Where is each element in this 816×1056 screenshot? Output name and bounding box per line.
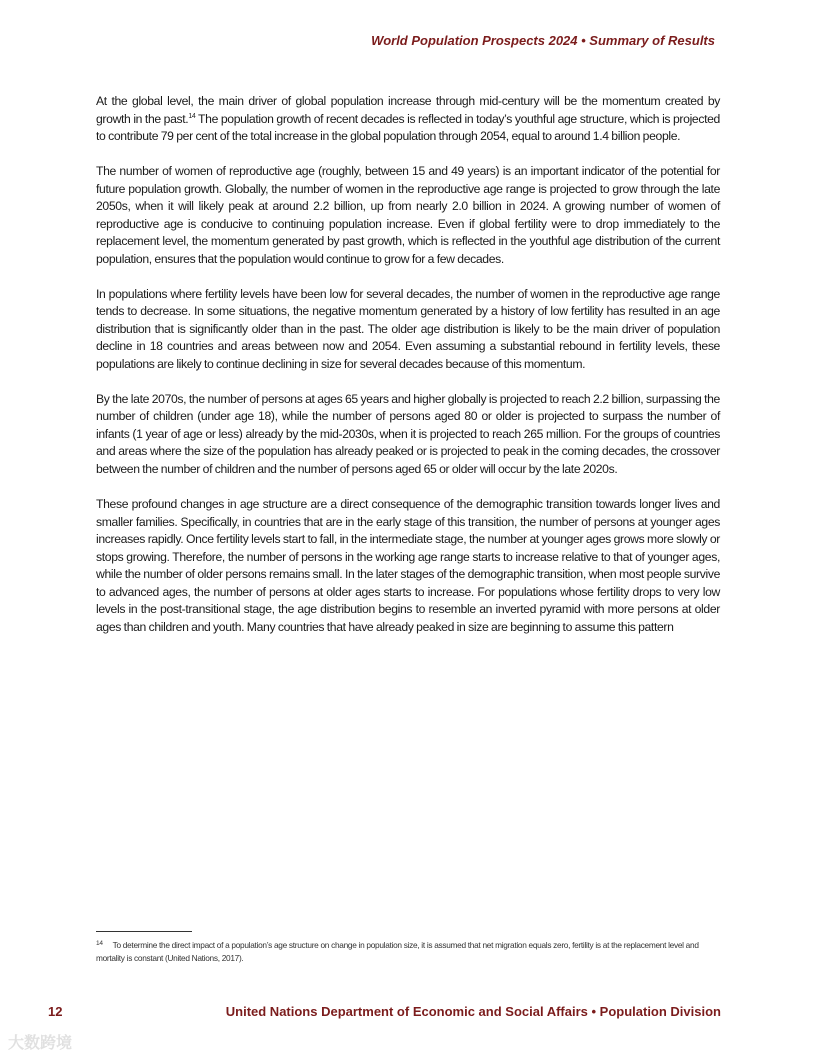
paragraph: By the late 2070s, the number of persons at ages 65 years and higher globally is projected to reach 2.2 billion, surpassing the number of children (under age 18), while the number of persons aged 80 or older is projected to surpass the number of infants (1 year of age or less) already by the mid-2030s, when it is projected to reach 265 million. For the groups of countries and areas where the size of the population has already peaked or is projected to peak in the coming decades, the crossover between the number of children and the number of persons aged 65 or older will occur by the late 2020s.	[96, 391, 720, 477]
paragraph	[96, 93, 720, 146]
watermark-logo: 大数跨境	[8, 1035, 73, 1052]
running-header: World Population Prospects 2024 • Summary of Results	[371, 33, 715, 48]
footnote-number: 14	[96, 940, 103, 947]
footer-title: United Nations Department of Economic and Social Affairs • Population Division	[225, 1004, 721, 1019]
footnote	[96, 937, 720, 965]
page-number: 12	[48, 1004, 63, 1019]
footnote-text: To determine the direct impact of a population’s age structure on change in population size, it is assumed that net migration equals zero, fertility is at the replacement level and mortality is constant (United Nations, 2017).	[96, 940, 699, 963]
paragraph-text: At the global level, the main driver of global population increase through mid-century will be the momentum created by growth in the past.	[96, 94, 720, 126]
body-text	[96, 93, 720, 654]
paragraph: The number of women of reproductive age (roughly, between 15 and 49 years) is an important indicator of the potential for future population growth. Globally, the number of women in the reproductive age range is projected to grow through the late 2050s, when it will likely peak at around 2.2 billion, up from nearly 2.0 billion in 2024. A growing number of women of reproductive age is conducive to continuing population increase. Even if global fertility were to drop immediately to the replacement level, the momentum generated by past growth, which is reflected in the youthful age distribution of the current population, ensures that the population would continue to grow for a few decades.	[96, 164, 720, 266]
paragraph: In populations where fertility levels have been low for several decades, the number of women in the reproductive age range tends to decrease. In some situations, the negative momentum generated by a history of low fertility has resulted in an age distribution that is significantly older than in the past. The older age distribution is likely to be the main driver of population decline in 18 countries and areas between now and 2054. Even assuming a substantial rebound in fertility levels, these populations are likely to continue declining in size for several decades because of this momentum.	[96, 286, 720, 371]
paragraph: These profound changes in age structure are a direct consequence of the demographic transition towards longer lives and smaller families. Specifically, in countries that are in the early stage of this transition, the number of persons at younger ages increases rapidly. Once fertility levels start to fall, in the intermediate stage, the number at younger ages grows more slowly or stops growing. Therefore, the number of persons in the working age range starts to increase relative to that of younger ages, while the number of older persons remains small. In the later stages of the demographic transition, when most people survive to advanced ages, the number of persons at older ages starts to increase. For populations whose fertility drops to very low levels in the post-transitional stage, the age distribution begins to resemble an inverted pyramid with more persons at older ages than children and youth. Many countries that have already peaked in size are beginning to assume this pattern	[96, 496, 720, 634]
paragraph-text: The population growth of recent decades is reflected in today’s youthful age structure, which is projected to contribute 79 per cent of the total increase in the global population through 2054, equal to around 1.4 billion people.	[96, 111, 720, 144]
footnote-divider	[96, 931, 192, 932]
footnote-reference[interactable]: 14	[188, 112, 196, 120]
